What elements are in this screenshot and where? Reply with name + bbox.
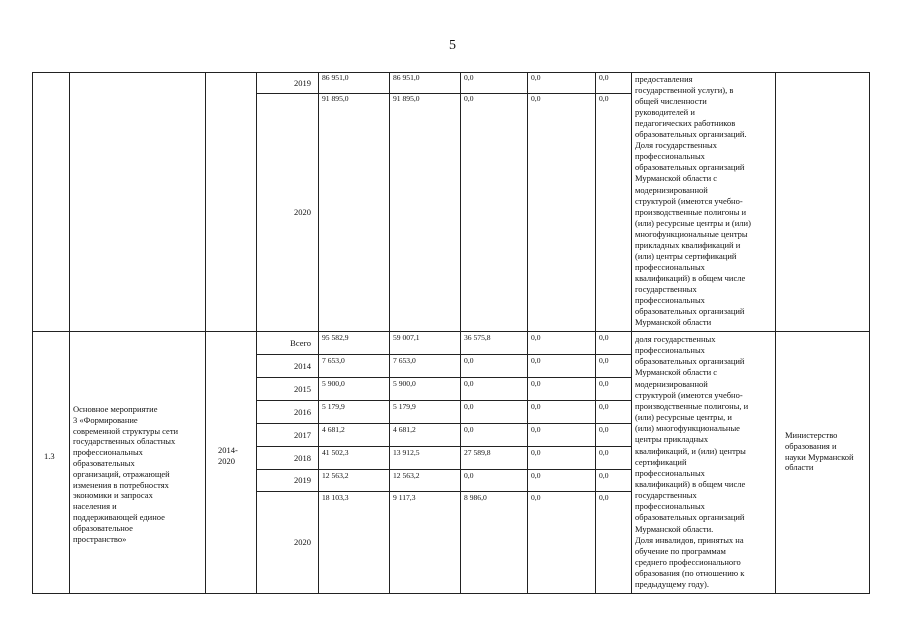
activity-name-line: государственных областных bbox=[73, 436, 176, 447]
indicator-text-line: предоставления bbox=[635, 74, 693, 84]
year-cell: 2020 bbox=[294, 537, 311, 547]
indicator-text-line: структурой (имеются учебно- bbox=[635, 195, 743, 206]
indicator-text-line: многофункциональные центры bbox=[635, 228, 748, 239]
activity-name-line: 3 «Формирование bbox=[73, 414, 138, 425]
value-cell: 0,0 bbox=[531, 448, 541, 457]
indicator-text-line: педагогических работников bbox=[635, 118, 736, 129]
value-cell: 4 681,2 bbox=[393, 425, 416, 434]
executor-text-line: науки Мурманской bbox=[785, 451, 854, 462]
value-cell: 18 103,3 bbox=[322, 493, 349, 502]
indicator-text-line: сертификаций bbox=[635, 456, 687, 467]
activity-name-line: пространство» bbox=[73, 533, 127, 544]
value-cell: 41 502,3 bbox=[322, 448, 349, 457]
indicator-text-line: Доля государственных bbox=[635, 140, 717, 151]
indicator-text-line: образовательных организаций bbox=[635, 512, 745, 523]
indicator-text-line: обучение по программам bbox=[635, 545, 726, 556]
indicator-text-line: производственные полигоны и bbox=[635, 206, 747, 217]
indicator-text-line: предыдущему году). bbox=[635, 579, 709, 590]
year-cell: 2019 bbox=[294, 475, 311, 485]
indicator-text-line: профессиональных bbox=[635, 151, 705, 162]
value-cell: 0,0 bbox=[599, 425, 609, 434]
value-cell: 8 986,0 bbox=[464, 493, 487, 502]
value-cell: 0,0 bbox=[531, 333, 541, 342]
indicator-text-line: (или) многофункциональные bbox=[635, 423, 740, 434]
table-column-border bbox=[318, 72, 319, 594]
indicator-text-line: (или) ресурсные центры, и bbox=[635, 412, 732, 423]
value-cell: 0,0 bbox=[599, 73, 609, 82]
year-cell: 2018 bbox=[294, 453, 311, 463]
indicator-text-line: квалификаций) в общем числе bbox=[635, 272, 746, 283]
table-column-border bbox=[205, 72, 206, 594]
table-row-border bbox=[256, 593, 632, 594]
value-cell: 0,0 bbox=[464, 73, 474, 82]
value-cell: 5 900,0 bbox=[393, 379, 416, 388]
executor-text-line: Министерство bbox=[785, 430, 838, 440]
activity-name-line: организаций, отражающей bbox=[73, 468, 170, 479]
activity-name-line: профессиональных bbox=[73, 447, 143, 458]
value-cell: 91 895,0 bbox=[393, 94, 420, 103]
value-cell: 7 653,0 bbox=[393, 356, 416, 365]
table-column-border bbox=[595, 72, 596, 594]
indicator-text-line: (или) центры сертификаций bbox=[635, 250, 737, 261]
indicator-text-line: профессиональных bbox=[635, 467, 705, 478]
table-column-border bbox=[869, 72, 870, 594]
value-cell: 0,0 bbox=[464, 356, 474, 365]
indicator-text-line: образовательных организаций bbox=[635, 162, 745, 173]
table-row-border bbox=[256, 72, 632, 73]
activity-name-line: образовательное bbox=[73, 522, 133, 533]
indicator-text-line: Доля инвалидов, принятых на bbox=[635, 534, 744, 545]
activity-name-line: современной структуры сети bbox=[73, 425, 179, 436]
indicator-text-line: доля государственных bbox=[635, 334, 716, 344]
value-cell: 0,0 bbox=[531, 356, 541, 365]
value-cell: 86 951,0 bbox=[393, 73, 420, 82]
value-cell: 0,0 bbox=[531, 471, 541, 480]
indicator-text-line: профессиональных bbox=[635, 295, 705, 305]
table-column-border bbox=[389, 72, 390, 594]
indicator-text-line: государственных bbox=[635, 283, 697, 294]
table-row-border bbox=[256, 423, 632, 424]
value-cell: 36 575,8 bbox=[464, 333, 491, 342]
activity-name-line: изменения в потребностях bbox=[73, 479, 169, 490]
indicator-text-line: (или) ресурсные центры и (или) bbox=[635, 217, 751, 228]
period-end: 2020 bbox=[218, 456, 235, 466]
value-cell: 0,0 bbox=[531, 402, 541, 411]
activity-name-line: образовательных bbox=[73, 458, 135, 468]
value-cell: 12 563,2 bbox=[393, 471, 420, 480]
executor-text-line: образования и bbox=[785, 440, 837, 451]
value-cell: 7 653,0 bbox=[322, 356, 345, 365]
value-cell: 5 900,0 bbox=[322, 379, 345, 388]
indicator-text-line: среднего профессионального bbox=[635, 557, 741, 567]
table-row-border bbox=[256, 491, 632, 492]
activity-name-line: Основное мероприятие bbox=[73, 404, 158, 414]
year-cell: Всего bbox=[290, 338, 311, 348]
value-cell: 5 179,9 bbox=[393, 402, 416, 411]
indicator-text-line: Мурманской области с bbox=[635, 367, 718, 378]
value-cell: 0,0 bbox=[464, 425, 474, 434]
table-row-border bbox=[256, 377, 632, 378]
indicator-text-line: центры прикладных bbox=[635, 434, 709, 445]
table-column-border bbox=[527, 72, 528, 594]
value-cell: 12 563,2 bbox=[322, 471, 349, 480]
value-cell: 0,0 bbox=[599, 379, 609, 388]
year-cell: 2017 bbox=[294, 430, 311, 440]
year-cell: 2020 bbox=[294, 207, 311, 217]
indicator-text-line: образовательных организаций bbox=[635, 356, 745, 367]
indicator-text-line: профессиональных bbox=[635, 261, 705, 272]
period-start: 2014- bbox=[218, 445, 238, 455]
item-number: 1.3 bbox=[44, 451, 55, 461]
indicator-text-line: структурой (имеются учебно- bbox=[635, 389, 743, 400]
year-cell: 2019 bbox=[294, 78, 311, 88]
indicator-text-line: руководителей и bbox=[635, 107, 695, 118]
indicator-text-line: Мурманской области. bbox=[635, 523, 714, 534]
value-cell: 0,0 bbox=[599, 493, 609, 502]
table-column-border bbox=[69, 72, 70, 594]
value-cell: 59 007,1 bbox=[393, 333, 420, 342]
table-column-border bbox=[775, 72, 776, 594]
activity-name-line: экономики и запросах bbox=[73, 490, 153, 501]
year-cell: 2014 bbox=[294, 361, 311, 371]
activity-name-line: населения и bbox=[73, 501, 117, 512]
indicator-text-line: прикладных квалификаций и bbox=[635, 239, 741, 250]
indicator-text-line: модернизированной bbox=[635, 378, 708, 389]
value-cell: 0,0 bbox=[464, 402, 474, 411]
activity-name-line: поддерживающей единое bbox=[73, 512, 165, 522]
value-cell: 95 582,9 bbox=[322, 333, 349, 342]
table-column-border bbox=[460, 72, 461, 594]
table-row-border bbox=[256, 331, 632, 332]
value-cell: 91 895,0 bbox=[322, 94, 349, 103]
value-cell: 0,0 bbox=[464, 471, 474, 480]
page-number: 5 bbox=[449, 38, 456, 53]
indicator-text-line: образования (по отношению к bbox=[635, 568, 745, 579]
indicator-text-line: Мурманской области с bbox=[635, 173, 718, 184]
year-cell: 2016 bbox=[294, 407, 311, 417]
table-column-border bbox=[631, 72, 632, 594]
indicator-text-line: профессиональных bbox=[635, 501, 705, 512]
value-cell: 0,0 bbox=[464, 94, 474, 103]
table-row-border bbox=[256, 93, 632, 94]
indicator-text-line: профессиональных bbox=[635, 345, 705, 356]
value-cell: 0,0 bbox=[531, 379, 541, 388]
value-cell: 0,0 bbox=[464, 379, 474, 388]
indicator-text-line: квалификаций, и (или) центры bbox=[635, 445, 746, 456]
table-row-border bbox=[256, 400, 632, 401]
indicator-text-line: государственной услуги), в bbox=[635, 85, 734, 96]
indicator-text-line: общей численности bbox=[635, 96, 707, 107]
value-cell: 5 179,9 bbox=[322, 402, 345, 411]
indicator-text-line: государственных bbox=[635, 490, 697, 501]
table-row-border bbox=[256, 354, 632, 355]
table-column-border bbox=[32, 72, 33, 594]
table-row-border bbox=[256, 446, 632, 447]
value-cell: 27 589,8 bbox=[464, 448, 491, 457]
value-cell: 9 117,3 bbox=[393, 493, 416, 502]
table-column-border bbox=[256, 72, 257, 594]
executor-text-line: области bbox=[785, 462, 814, 473]
year-cell: 2015 bbox=[294, 384, 311, 394]
value-cell: 0,0 bbox=[599, 471, 609, 480]
indicator-text-line: Мурманской области bbox=[635, 317, 712, 328]
indicator-text-line: модернизированной bbox=[635, 184, 708, 195]
value-cell: 0,0 bbox=[599, 402, 609, 411]
value-cell: 4 681,2 bbox=[322, 425, 345, 434]
value-cell: 0,0 bbox=[531, 94, 541, 103]
value-cell: 0,0 bbox=[599, 356, 609, 365]
value-cell: 0,0 bbox=[599, 448, 609, 457]
value-cell: 0,0 bbox=[531, 73, 541, 82]
value-cell: 13 912,5 bbox=[393, 448, 420, 457]
value-cell: 0,0 bbox=[599, 333, 609, 342]
table-row-border bbox=[256, 469, 632, 470]
value-cell: 0,0 bbox=[531, 425, 541, 434]
value-cell: 0,0 bbox=[531, 493, 541, 502]
indicator-text-line: квалификаций) в общем числе bbox=[635, 478, 746, 489]
indicator-text-line: образовательных организаций. bbox=[635, 129, 747, 140]
indicator-text-line: производственные полигоны, и bbox=[635, 400, 749, 411]
value-cell: 0,0 bbox=[599, 94, 609, 103]
indicator-text-line: образовательных организаций bbox=[635, 306, 745, 317]
value-cell: 86 951,0 bbox=[322, 73, 349, 82]
